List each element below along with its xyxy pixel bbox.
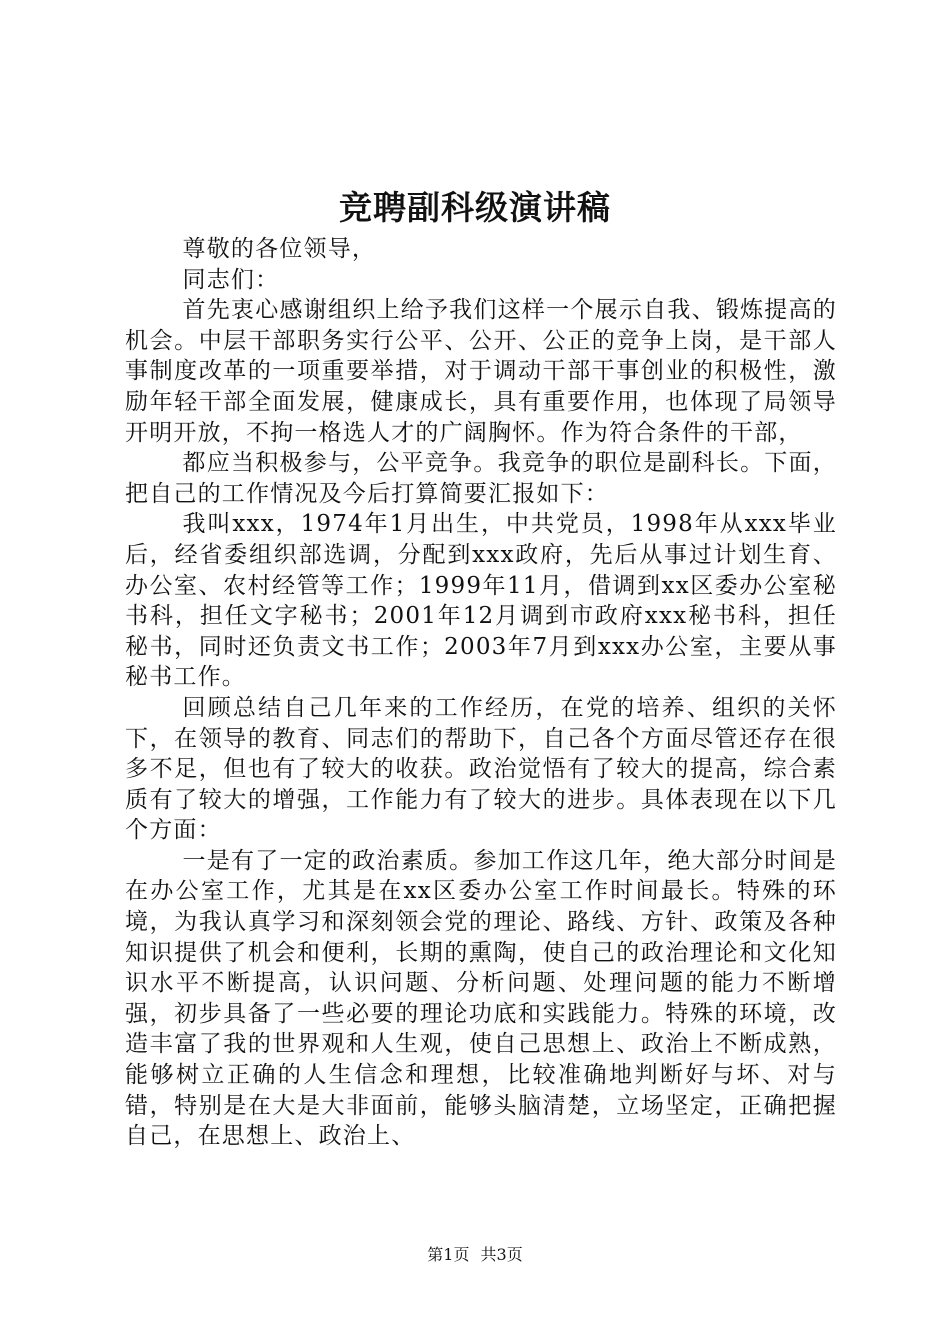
page-footer [0, 1244, 950, 1266]
salutation-comrades: 同志们： [182, 266, 280, 293]
paragraph-background: 我叫xxx，1974年1月出生，中共党员，1998年从xxx毕业后，经省委组织部选调，分配到xxx政府，先后从事过计划生育、办公室、农村经管等工作；1999年11月，借调到xx区委办公室秘书科，担任文字秘书；2001年12月调到市政府xxx秘书科，担任秘书，同时还负责文书工作；2003年7月到xxx办公室，主要从事秘书工作。 [125, 511, 837, 691]
paragraph-political-quality: 一是有了一定的政治素质。参加工作这几年，绝大部分时间是在办公室工作，尤其是在xx区委办公室工作时间最长。特殊的环境，为我认真学习和深刻领会党的理论、路线、方针、政策及各种知识提供了机会和便利，长期的熏陶，使自己的政治理论和文化知识水平不断提高，认识问题、分析问题、处理问题的能力不断增强，初步具备了一些必要的理论功底和实践能力。特殊的环境，改造丰富了我的世界观和人生观，使自己思想上、政治上不断成熟，能够树立正确的人生信念和理想，比较准确地判断好与坏、对与错，特别是在大是大非面前，能够头脑清楚，立场坚定，正确把握自己，在思想上、政治上、 [125, 847, 837, 1150]
paragraph-position: 都应当积极参与，公平竞争。我竞争的职位是副科长。下面，把自己的工作情况及今后打算简要汇报如下： [125, 450, 837, 507]
page-number: 第1页 [427, 1245, 470, 1264]
salutation-leaders: 尊敬的各位领导， [182, 236, 377, 262]
paragraph-review: 回顾总结自己几年来的工作经历，在党的培养、组织的关怀下，在领导的教育、同志们的帮助下，自己各个方面尽管还存在很多不足，但也有了较大的收获。政治觉悟有了较大的提高，综合素质有了较大的增强，工作能力有了较大的进步。具体表现在以下几个方面： [125, 694, 837, 844]
document-body [125, 234, 837, 1152]
document-title: 竞聘副科级演讲稿 [339, 188, 611, 227]
page-total: 共3页 [480, 1245, 523, 1264]
paragraph-opening: 首先衷心感谢组织上给予我们这样一个展示自我、锻炼提高的机会。中层干部职务实行公平、公开、公正的竞争上岗，是干部人事制度改革的一项重要举措，对于调动干部干事创业的积极性，激励年轻干部全面发展，健康成长，具有重要作用，也体现了局领导开明开放，不拘一格选人才的广阔胸怀。作为符合条件的干部， [125, 297, 837, 446]
